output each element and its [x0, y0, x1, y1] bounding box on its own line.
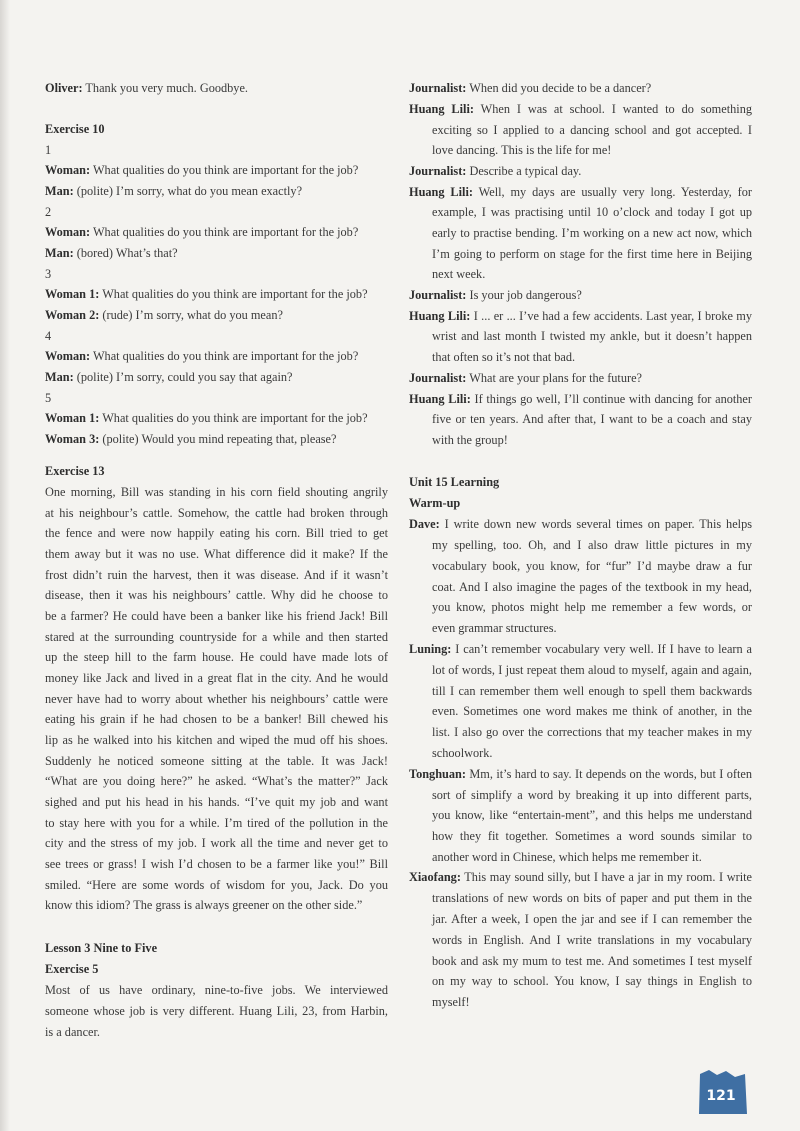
- dialogue-text: translations of new words on bits of paper and put them in the: [432, 891, 752, 905]
- speaker-label: Dave:: [409, 517, 440, 531]
- dialogue-text: What are your plans for the future?: [469, 371, 643, 385]
- dialogue-text: When did you decide to be a dancer?: [469, 81, 652, 95]
- dialogue-text: When I was at school. I wanted to do something: [480, 102, 752, 116]
- story-line: them away but it was no use. What difference did it make? If the: [45, 547, 388, 561]
- dialogue-text: example, I was practising until 10 o’clock and today I got up: [432, 205, 752, 219]
- story-line: money like Jack and lived in a great flat in the city. And he would: [45, 671, 388, 685]
- dialogue-text: five or ten years. And after that, I want to be a coach and stay: [432, 412, 752, 426]
- dialogue-text: (polite) I’m sorry, what do you mean exactly?: [76, 184, 303, 198]
- item-number: 5: [45, 391, 52, 405]
- intro-line: is a dancer.: [45, 1025, 100, 1039]
- dialogue-text: (polite) I’m sorry, could you say that again?: [76, 370, 293, 384]
- story-line: to stay here with you for a while. I’m tired of the pollution in the: [45, 816, 388, 830]
- item-number: 4: [45, 329, 52, 343]
- speaker-label: Journalist:: [409, 164, 467, 178]
- dialogue-text: Is your job dangerous?: [469, 288, 582, 302]
- dialogue-line: [409, 867, 752, 888]
- dialogue-text: even grammar structures.: [432, 621, 557, 635]
- dialogue-line: [45, 160, 388, 181]
- speaker-label: Woman 1:: [45, 411, 100, 425]
- dialogue-text: wrist and last month I twisted my ankle, but it doesn’t happen: [432, 329, 752, 343]
- dialogue-line: [45, 243, 388, 264]
- story-line: know this idiom? The grass is always greener on the other side.”: [45, 898, 363, 912]
- exercise-5-heading: Exercise 5: [45, 962, 99, 976]
- dialogue-text: you know, photos might help me remember a few words, or: [432, 600, 752, 614]
- dialogue-text: that often so it’s not that bad.: [432, 350, 576, 364]
- speaker-label: Woman 1:: [45, 287, 100, 301]
- dialogue-line: [409, 285, 752, 306]
- intro-line: Most of us have ordinary, nine-to-five jobs. We interviewed: [45, 983, 388, 997]
- speaker-label: Huang Lili:: [409, 392, 471, 406]
- speaker-label: Oliver:: [45, 81, 83, 95]
- dialogue-line: [45, 181, 388, 202]
- story-line: One morning, Bill was standing in his corn field shouting angrily: [45, 485, 388, 499]
- dialogue-text: how they fit together. Sometimes a word sounds similar to: [432, 829, 752, 843]
- dialogue-line: [45, 305, 388, 326]
- speaker-label: Huang Lili:: [409, 102, 474, 116]
- dialogue-text: sort of simplify a word by breaking it up into different parts,: [432, 788, 752, 802]
- story-line: at his neighbour’s cattle. Somehow, the cattle had broken through: [45, 506, 388, 520]
- story-line: smiled. “Here are some words of wisdom for you, Jack. Do you: [45, 878, 388, 892]
- dialogue-line: [409, 78, 752, 99]
- exercise-13-heading: Exercise 13: [45, 464, 105, 478]
- dialogue-text: This may sound silly, but I have a jar in my room. I write: [464, 870, 752, 884]
- story-line: stared at the surrounding countryside for a while and then started: [45, 630, 388, 644]
- page-number-badge: [697, 1068, 749, 1116]
- speaker-label: Man:: [45, 370, 74, 384]
- dialogue-text: What qualities do you think are important for the job?: [92, 225, 359, 239]
- dialogue-text: (rude) I’m sorry, what do you mean?: [102, 308, 283, 322]
- dialogue-line: [45, 346, 388, 367]
- story-line: “What are you doing here?” he asked. “What’s the matter?” Jack: [45, 774, 388, 788]
- dialogue-text: next week.: [432, 267, 486, 281]
- dialogue-text: I’m going to perform on stage for the first time here in Beijing: [432, 247, 752, 261]
- dialogue-text: If things go well, I’ll continue with dancing for another: [474, 392, 752, 406]
- page-number: 121: [706, 1088, 736, 1104]
- story-line: Suddenly he noticed someone sitting at the table. It was Jack!: [45, 754, 388, 768]
- dialogue-text: vocabulary book, you know, for “fur” I’d maybe draw a fur: [432, 559, 752, 573]
- dialogue-line: [409, 368, 752, 389]
- speaker-label: Luning:: [409, 642, 452, 656]
- dialogue-text: Mm, it’s hard to say. It depends on the words, but I often: [469, 767, 752, 781]
- dialogue-text: (polite) Would you mind repeating that, please?: [102, 432, 337, 446]
- speaker-label: Woman:: [45, 163, 91, 177]
- speaker-label: Woman:: [45, 225, 91, 239]
- dialogue-text: (bored) What’s that?: [76, 246, 178, 260]
- dialogue-text: jar. After a week, I open the jar and see if I can remember the: [432, 912, 752, 926]
- dialogue-line: [409, 514, 752, 535]
- speaker-label: Xiaofang:: [409, 870, 461, 884]
- dialogue-text: with the group!: [432, 433, 508, 447]
- speaker-label: Journalist:: [409, 371, 467, 385]
- story-line: be a farmer? He could have been a banker like his friend Jack! Bill: [45, 609, 388, 623]
- dialogue-text: you know, like “entertain-ment”, and this helps me understand: [432, 808, 752, 822]
- dialogue-line: [45, 429, 388, 450]
- dialogue-text: lot of words, I just repeat them aloud to myself, again and again,: [432, 663, 752, 677]
- dialogue-line: [409, 306, 752, 327]
- lesson-3-heading: Lesson 3 Nine to Five: [45, 941, 158, 955]
- dialogue-text: another word in Chinese, which helps me remember it.: [432, 850, 702, 864]
- dialogue-text: till I can remember them well enough to spell them backwards: [432, 684, 752, 698]
- speaker-label: Tonghuan:: [409, 767, 466, 781]
- dialogue-text: early to practise bending. I’m working on a new act now, which: [432, 226, 752, 240]
- story-line: the fence and were now happily eating his corn. Bill tried to get: [45, 526, 388, 540]
- story-line: up the steep hill to the farm house. He could have made lots of: [45, 650, 388, 664]
- dialogue-text: schoolwork.: [432, 746, 493, 760]
- dialogue-text: even. Sometimes one word makes me think of another, in the: [432, 704, 752, 718]
- story-line: city and the stress of my job. I work all the time and never get to: [45, 836, 388, 850]
- dialogue-text: What qualities do you think are important for the job?: [102, 287, 368, 301]
- dialogue-line: [409, 99, 752, 120]
- dialogue-text: words in English. And I write translations in my vocabulary: [432, 933, 752, 947]
- speaker-label: Woman 3:: [45, 432, 100, 446]
- story-line: lip as he walked into his kitchen and wiped the mud off his shoes.: [45, 733, 388, 747]
- exercise-10-heading: Exercise 10: [45, 122, 105, 136]
- dialogue-text: book and ask my mum to test me. And sometimes I test myself: [432, 954, 752, 968]
- dialogue-text: I ... er ... I’ve had a few accidents. Last year, I broke my: [473, 309, 752, 323]
- dialogue-text: Describe a typical day.: [469, 164, 582, 178]
- dialogue-text: What qualities do you think are important for the job?: [92, 349, 359, 363]
- dialogue-line: [45, 284, 388, 305]
- speaker-label: Huang Lili:: [409, 185, 473, 199]
- story-line: frost didn’t ruin the harvest, then it was disease. And if it wasn’t: [45, 568, 388, 582]
- dialogue-text: coat. And I also imagine the pages of the textbook in my head,: [432, 580, 752, 594]
- dialogue-text: my spelling, too. Oh, and I also draw little pictures in my: [432, 538, 752, 552]
- speaker-label: Journalist:: [409, 288, 467, 302]
- dialogue-text: myself!: [432, 995, 470, 1009]
- item-number: 1: [45, 143, 52, 157]
- warm-up-heading: Warm-up: [409, 496, 461, 510]
- dialogue-text: What qualities do you think are important for the job?: [102, 411, 368, 425]
- dialogue-line: [409, 182, 752, 203]
- intro-line: someone whose job is very different. Huang Lili, 23, from Harbin,: [45, 1004, 388, 1018]
- dialogue-text: love dancing. This is the life for me!: [432, 143, 612, 157]
- dialogue-line: [409, 764, 752, 785]
- story-line: see trees or grass! I wish I’d chosen to be a farmer like you!” Bill: [45, 857, 388, 871]
- speaker-label: Man:: [45, 184, 74, 198]
- item-number: 2: [45, 205, 52, 219]
- unit-15-heading: Unit 15 Learning: [409, 475, 500, 489]
- dialogue-text: I can’t remember vocabulary very well. If I have to learn a: [455, 642, 752, 656]
- speaker-label: Woman:: [45, 349, 91, 363]
- story-line: never have had to worry about whether his neighbours’ cattle were: [45, 692, 388, 706]
- dialogue-line: [45, 408, 388, 429]
- page-binding-edge: [0, 0, 10, 1131]
- dialogue-text: I write down new words several times on paper. This helps: [444, 517, 753, 531]
- dialogue-text: on my way to school. You know, I say things in English to: [432, 974, 752, 988]
- story-line: disease, then it was his neighbours’ cattle. Why did he choose to: [45, 588, 388, 602]
- speaker-label: Woman 2:: [45, 308, 100, 322]
- item-number: 3: [45, 267, 52, 281]
- dialogue-line: [45, 367, 388, 388]
- dialogue-line: [409, 389, 752, 410]
- story-line: sighed and put his head in his hands. “I’ve quit my job and want: [45, 795, 388, 809]
- speaker-label: Journalist:: [409, 81, 467, 95]
- dialogue-line: [409, 639, 752, 660]
- dialogue-line: [409, 161, 752, 182]
- dialogue-line: [45, 222, 388, 243]
- dialogue-line: [45, 78, 388, 99]
- dialogue-text: Thank you very much. Goodbye.: [85, 81, 248, 95]
- dialogue-text: list. I also go over the corrections that my teacher makes in my: [432, 725, 752, 739]
- dialogue-text: What qualities do you think are important for the job?: [92, 163, 359, 177]
- speaker-label: Huang Lili:: [409, 309, 471, 323]
- story-line: eating his grain if he had chosen to be a banker! Bill chewed his: [45, 712, 388, 726]
- dialogue-text: Well, my days are usually very long. Yesterday, for: [478, 185, 752, 199]
- speaker-label: Man:: [45, 246, 74, 260]
- dialogue-text: exciting so I applied to a dancing school and got accepted. I: [432, 123, 752, 137]
